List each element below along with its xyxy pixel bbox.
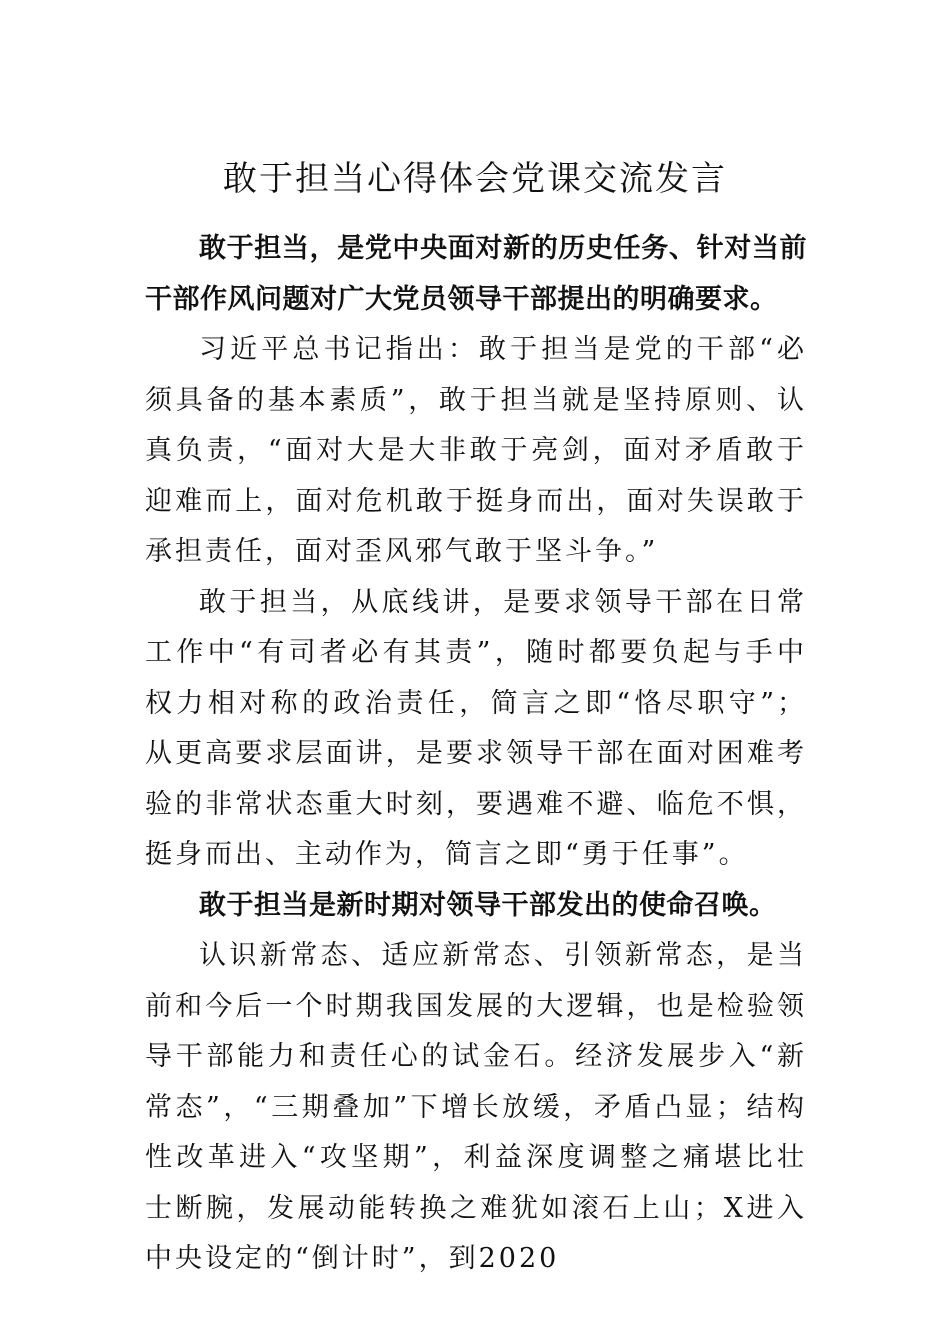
paragraph-heading: 敢于担当是新时期对领导干部发出的使命召唤。 <box>199 889 777 921</box>
paragraph-lead: 敢于担当，是党中央面对新的历史任务、针对当前干部作风问题对广大党员领导干部提出的明确要求。 <box>145 233 807 315</box>
paragraph: 习近平总书记指出：敢于担当是党的干部“必须具备的基本素质”，敢于担当就是坚持原则、认真负责，“面对大是大非敢于亮剑，面对矛盾敢于迎难而上，面对危机敢于挺身而出，面对失误敢于承担责任，面对歪风邪气敢于坚斗争。” <box>145 334 807 567</box>
document-title: 敢于担当心得体会党课交流发言 <box>223 158 727 199</box>
paragraph: 敢于担当，从底线讲，是要求领导干部在日常工作中“有司者必有其责”，随时都要负起与手中权力相对称的政治责任，简言之即“恪尽职守”；从更高要求层面讲，是要求领导干部在面对困难考验的非常状态重大时刻，要遇难不避、临危不惧，挺身而出、主动作为，简言之即“勇于任事”。 <box>145 586 807 870</box>
document-body <box>145 224 807 1285</box>
paragraph: 认识新常态、适应新常态、引领新常态，是当前和今后一个时期我国发展的大逻辑，也是检验领导干部能力和责任心的试金石。经济发展步入“新常态”，“三期叠加”下增长放缓，矛盾凸显；结构性改革进入“攻坚期”，利益深度调整之痛堪比壮士断腕，发展动能转换之难犹如滚石上山；X进入中央设定的“倒计时”，到2020 <box>145 940 807 1274</box>
